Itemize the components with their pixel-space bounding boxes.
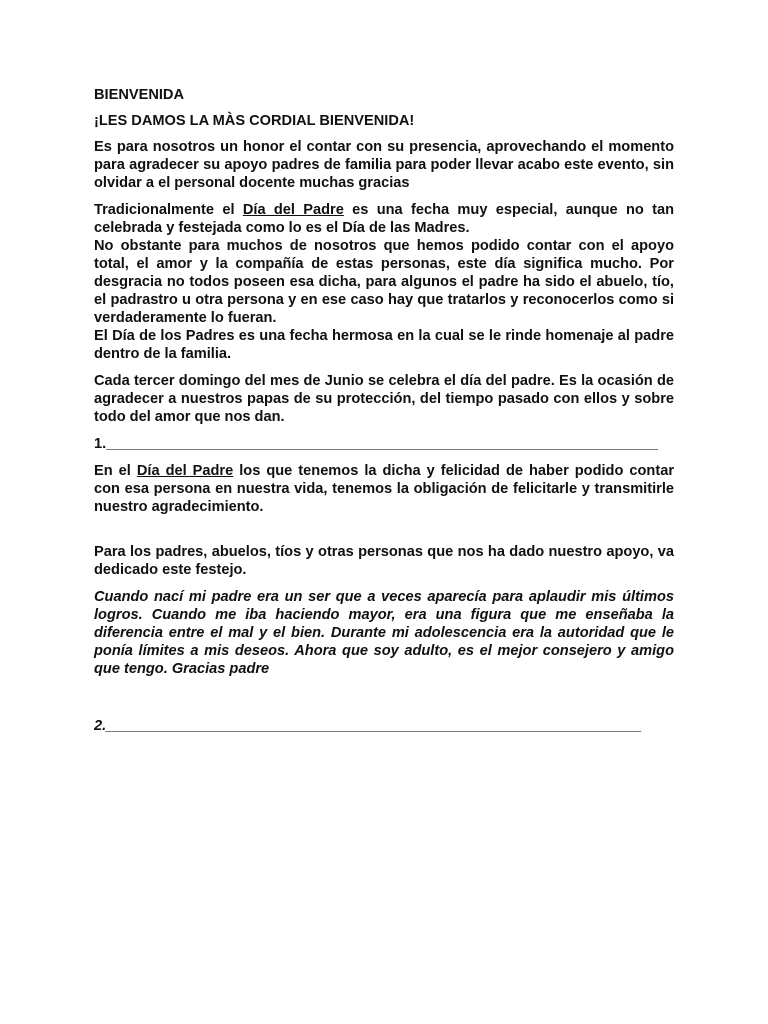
dia-del-padre-link[interactable]: Día del Padre [136, 463, 234, 479]
blank-line-1: 1.____________________________________________________________________ [94, 436, 659, 452]
quote-paragraph: Cuando nací mi padre era un ser que a veces aparecía para aplaudir mis últimos logros. Cuando me iba haciendo mayor, era una figura que me enseñaba la diferencia entre el mal y el bien. Durante mi adolescencia era la autoridad que le ponía límites a mis deseos. Ahora que soy adulto, es el mejor consejero y amigo que tengo. Gracias padre [94, 589, 674, 677]
welcome-heading: ¡LES DAMOS LA MÀS CORDIAL BIENVENIDA! [94, 113, 415, 129]
blank-line-2: 2.__________________________________________________________________ [94, 718, 642, 734]
june-paragraph: Cada tercer domingo del mes de Junio se celebra el día del padre. Es la ocasión de agradecer a nuestros papas de su protección, del tiempo pasado con ellos y sobre todo del amor que nos dan. [94, 373, 674, 425]
paragraph-text: Tradicionalmente el [94, 202, 243, 218]
paragraph-text: No obstante para muchos de nosotros que hemos podido contar con el apoyo total, el amor y la compañía de estas personas, este día significa mucho. Por desgracia no todos poseen esa dicha, para algunos el padre ha sido el abuelo, tío, el padrastro u otra persona y en ese caso hay que tratarlos y reconocerlos como si verdaderamente lo fueran. [94, 238, 674, 326]
spacer [94, 687, 674, 717]
paragraph-text: es una fecha muy especial, aunque no tan celebrada y festejada como lo es el Día de las Madres. [94, 202, 674, 236]
gratitude-paragraph [94, 462, 674, 516]
dedication-paragraph: Para los padres, abuelos, tíos y otras personas que nos ha dado nuestro apoyo, va dedicado este festejo. [94, 544, 674, 578]
dia-del-padre-link[interactable]: Día del Padre [242, 202, 344, 218]
paragraph-text: los que tenemos la dicha y felicidad de haber podido contar con esa persona en nuestra vida, tenemos la obligación de felicitarle y transmitirle nuestro agradecimiento. [94, 463, 675, 515]
spacer [94, 525, 674, 543]
paragraph-text: El Día de los Padres es una fecha hermosa en la cual se le rinde homenaje al padre dentro de la familia. [94, 328, 674, 362]
fathers-day-paragraph [94, 201, 674, 363]
document-page [94, 86, 674, 744]
intro-paragraph: Es para nosotros un honor el contar con su presencia, aprovechando el momento para agradecer su apoyo padres de familia para poder llevar acabo este evento, sin olvidar a el personal docente muchas gracias [94, 139, 674, 191]
document-title: BIENVENIDA [94, 87, 185, 103]
paragraph-text: En el [94, 463, 137, 479]
